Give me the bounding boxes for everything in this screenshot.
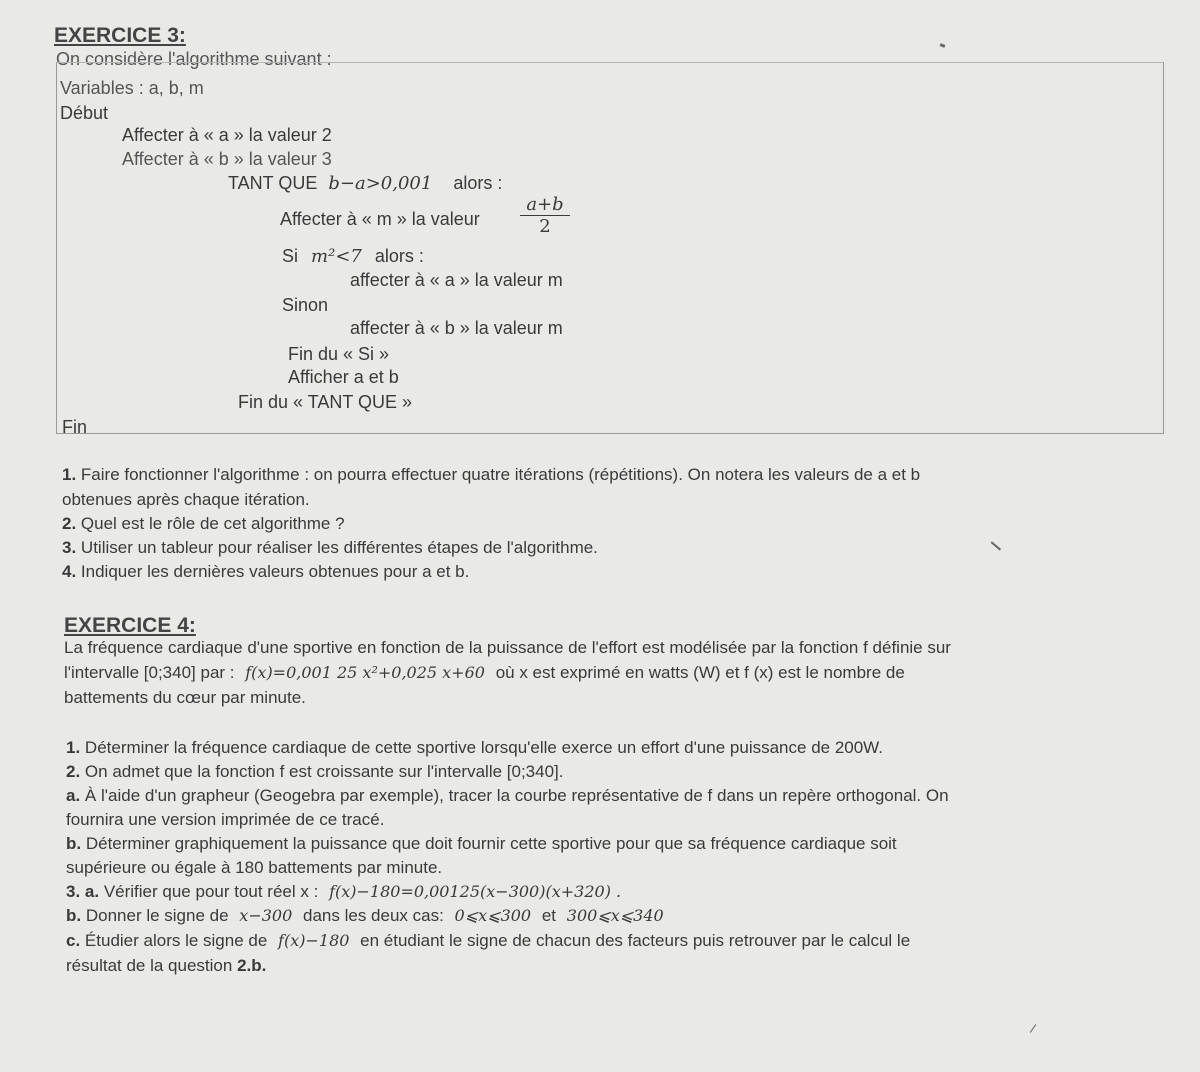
question-text: Donner le signe de (85, 906, 229, 925)
question-text: Quel est le rôle de cet algorithme ? (80, 514, 345, 533)
ex4-question-3a (66, 880, 621, 904)
algo-affecter-b-m: affecter à « b » la valeur m (350, 318, 563, 338)
question-text-2: dans les deux cas: (303, 906, 444, 925)
conjunction: et (541, 906, 557, 925)
question-number: 2. (66, 762, 81, 781)
algo-affecter-m: Affecter à « m » la valeur (280, 209, 480, 229)
ex4-question-2a-cont: fournira une version imprimée de ce tracé. (66, 810, 385, 829)
si-alors: alors : (374, 246, 424, 266)
algorithm-box (56, 62, 1164, 434)
question-text: Déterminer la fréquence cardiaque de cette sportive lorsqu'elle exerce un effort d'une puissance de 200W. (84, 738, 884, 757)
ex3-question-1-cont: obtenues après chaque itération. (62, 490, 310, 509)
question-number: 3. (62, 538, 77, 557)
si-condition: m²<7 (311, 246, 362, 267)
question-text: résultat de la question (66, 956, 233, 975)
question-text: Vérifier que pour tout réel x : (103, 882, 319, 901)
ex4-question-2b-cont: supérieure ou égale à 180 battements par minute. (66, 858, 443, 877)
algo-tant-que (228, 173, 502, 194)
interval-case-1: 0⩽x⩽300 (454, 906, 532, 925)
question-number: b. (66, 834, 82, 853)
algo-si (282, 246, 424, 267)
si-keyword: Si (282, 246, 299, 266)
exercise-3-intro: On considère l'algorithme suivant : (56, 49, 332, 69)
question-number: b. (66, 906, 82, 925)
ex4-question-2a (66, 784, 949, 808)
fraction-numerator: a+b (520, 194, 570, 216)
tant-que-alors: alors : (453, 173, 503, 193)
question-number: 2. (62, 514, 77, 533)
question-text: Déterminer graphiquement la puissance que doit fournir cette sportive pour que sa fréquence cardiaque soit (85, 834, 897, 853)
exercise-3-title: EXERCICE 3: (54, 24, 186, 47)
algo-line-affecter-b: Affecter à « b » la valeur 3 (122, 149, 332, 169)
ex4-question-3b (66, 904, 664, 928)
question-text: Étudier alors le signe de (84, 931, 268, 950)
question-text: On admet que la fonction f est croissante sur l'intervalle [0;340]. (84, 762, 564, 781)
algo-line-affecter-a: Affecter à « a » la valeur 2 (122, 125, 332, 145)
algo-fin-si: Fin du « Si » (288, 344, 390, 364)
scan-mark (940, 43, 946, 48)
ex4-paragraph-line-1: La fréquence cardiaque d'une sportive en fonction de la puissance de l'effort est modélisée par la fonction f définie sur (64, 638, 951, 657)
algo-affecter-a-m: affecter à « a » la valeur m (350, 270, 563, 290)
algo-debut: Début (60, 103, 109, 123)
fraction-denominator: 2 (539, 216, 551, 237)
units-text: où x est exprimé en watts (W) et f (x) est le nombre de (495, 663, 905, 682)
question-number: 4. (62, 562, 77, 581)
ex4-question-2 (66, 760, 563, 784)
question-text-2: en étudiant le signe de chacun des facteurs puis retrouver par le calcul le (360, 931, 911, 950)
question-number: 1. (66, 738, 81, 757)
math-expression: f(x)−180 (278, 931, 350, 950)
question-text: Utiliser un tableur pour réaliser les différentes étapes de l'algorithme. (80, 538, 598, 557)
scan-mark (991, 541, 1001, 550)
algo-variables: Variables : a, b, m (60, 78, 204, 98)
question-text: À l'aide d'un grapheur (Geogebra par exemple), tracer la courbe représentative de f dans un repère orthogonal. On (84, 786, 949, 805)
function-definition: f(x)=0,001 25 x²+0,025 x+60 (245, 663, 485, 682)
tant-que-condition: b−a>0,001 (328, 173, 433, 194)
ex4-question-1 (66, 736, 883, 760)
scan-mark (1030, 1024, 1037, 1033)
algo-afficher: Afficher a et b (288, 367, 399, 387)
question-text: Indiquer les dernières valeurs obtenues pour a et b. (80, 562, 470, 581)
ex4-question-3c (66, 929, 910, 953)
tant-que-keyword: TANT QUE (228, 173, 318, 193)
factorised-identity: f(x)−180=0,00125(x−300)(x+320) . (329, 882, 622, 901)
question-text: Faire fonctionner l'algorithme : on pourra effectuer quatre itérations (répétitions). On notera les valeurs de a et b (80, 465, 921, 484)
ex4-paragraph-line-2 (64, 661, 905, 685)
exercise-4-title: EXERCICE 4: (64, 614, 196, 637)
ex4-question-3c-cont (66, 954, 266, 978)
question-number: c. (66, 931, 81, 950)
ex3-question-2 (62, 512, 345, 536)
math-expression: x−300 (239, 906, 293, 925)
ex3-question-4 (62, 560, 469, 584)
ex4-paragraph-line-3: battements du cœur par minute. (64, 688, 306, 707)
ex3-question-3 (62, 536, 598, 560)
question-reference: 2.b. (237, 956, 267, 975)
algo-sinon: Sinon (282, 295, 329, 315)
algo-fin-tant-que: Fin du « TANT QUE » (238, 392, 413, 412)
ex4-question-2b (66, 832, 897, 856)
question-number: 3. a. (66, 882, 100, 901)
interval-text: l'intervalle [0;340] par : (64, 663, 235, 682)
interval-case-2: 300⩽x⩽340 (566, 906, 664, 925)
question-number: a. (66, 786, 81, 805)
fraction-a-plus-b-over-2 (520, 194, 570, 237)
question-number: 1. (62, 465, 77, 484)
algo-fin: Fin (62, 417, 88, 437)
ex3-question-1 (62, 463, 920, 487)
